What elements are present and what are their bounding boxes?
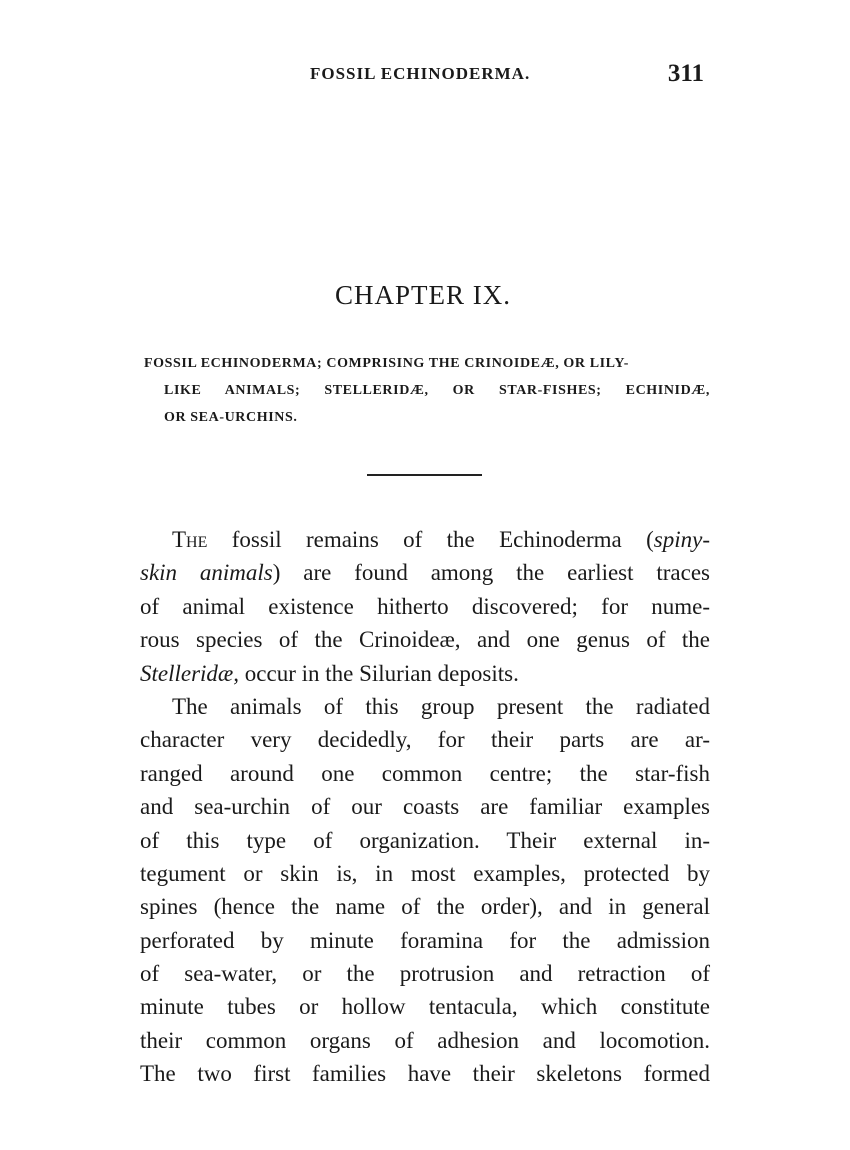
text-line: of sea-water, or the protrusion and retraction of	[140, 961, 710, 987]
body-text	[140, 523, 710, 1091]
running-title: FOSSIL ECHINODERMA.	[310, 64, 531, 83]
chapter-summary	[140, 350, 710, 431]
text-line: ranged around one common centre; the star-fish	[140, 760, 710, 786]
text-line: Stelleridæ, occur in the Silurian deposits.	[140, 660, 519, 686]
text-line: character very decidedly, for their parts are ar-	[140, 727, 710, 753]
text-line: perforated by minute foramina for the admission	[140, 927, 710, 953]
page-number: 311	[667, 60, 704, 87]
text-line: The fossil remains of the Echinoderma (spiny-	[172, 527, 710, 552]
summary-line: OR SEA-URCHINS.	[164, 410, 298, 425]
text-line: tegument or skin is, in most examples, protected by	[140, 860, 710, 886]
text-line: their common organs of adhesion and locomotion.	[140, 1027, 710, 1053]
text-line: spines (hence the name of the order), and in general	[140, 894, 710, 920]
text-line: and sea-urchin of our coasts are familiar examples	[140, 794, 710, 820]
text-line: skin animals) are found among the earliest traces	[140, 560, 711, 586]
text-line: The two first families have their skeletons formed	[140, 1061, 710, 1087]
text-line: minute tubes or hollow tentacula, which constitute	[140, 994, 710, 1020]
text-line: The animals of this group present the radiated	[172, 693, 710, 719]
text-line: rous species of the Crinoideæ, and one genus of the	[140, 627, 710, 653]
text-line: of this type of organization. Their external in-	[140, 827, 710, 853]
summary-line: LIKE ANIMALS; STELLERIDÆ, OR STAR-FISHES; ECHINIDÆ,	[164, 383, 710, 398]
drop-word: The	[172, 527, 208, 552]
running-head	[140, 60, 710, 90]
summary-line: FOSSIL ECHINODERMA; COMPRISING THE CRINOIDEÆ, OR LILY-	[144, 356, 630, 371]
section-divider	[367, 474, 482, 476]
chapter-title: CHAPTER IX.	[334, 280, 511, 310]
text-line: of animal existence hitherto discovered; for nume-	[140, 593, 710, 619]
